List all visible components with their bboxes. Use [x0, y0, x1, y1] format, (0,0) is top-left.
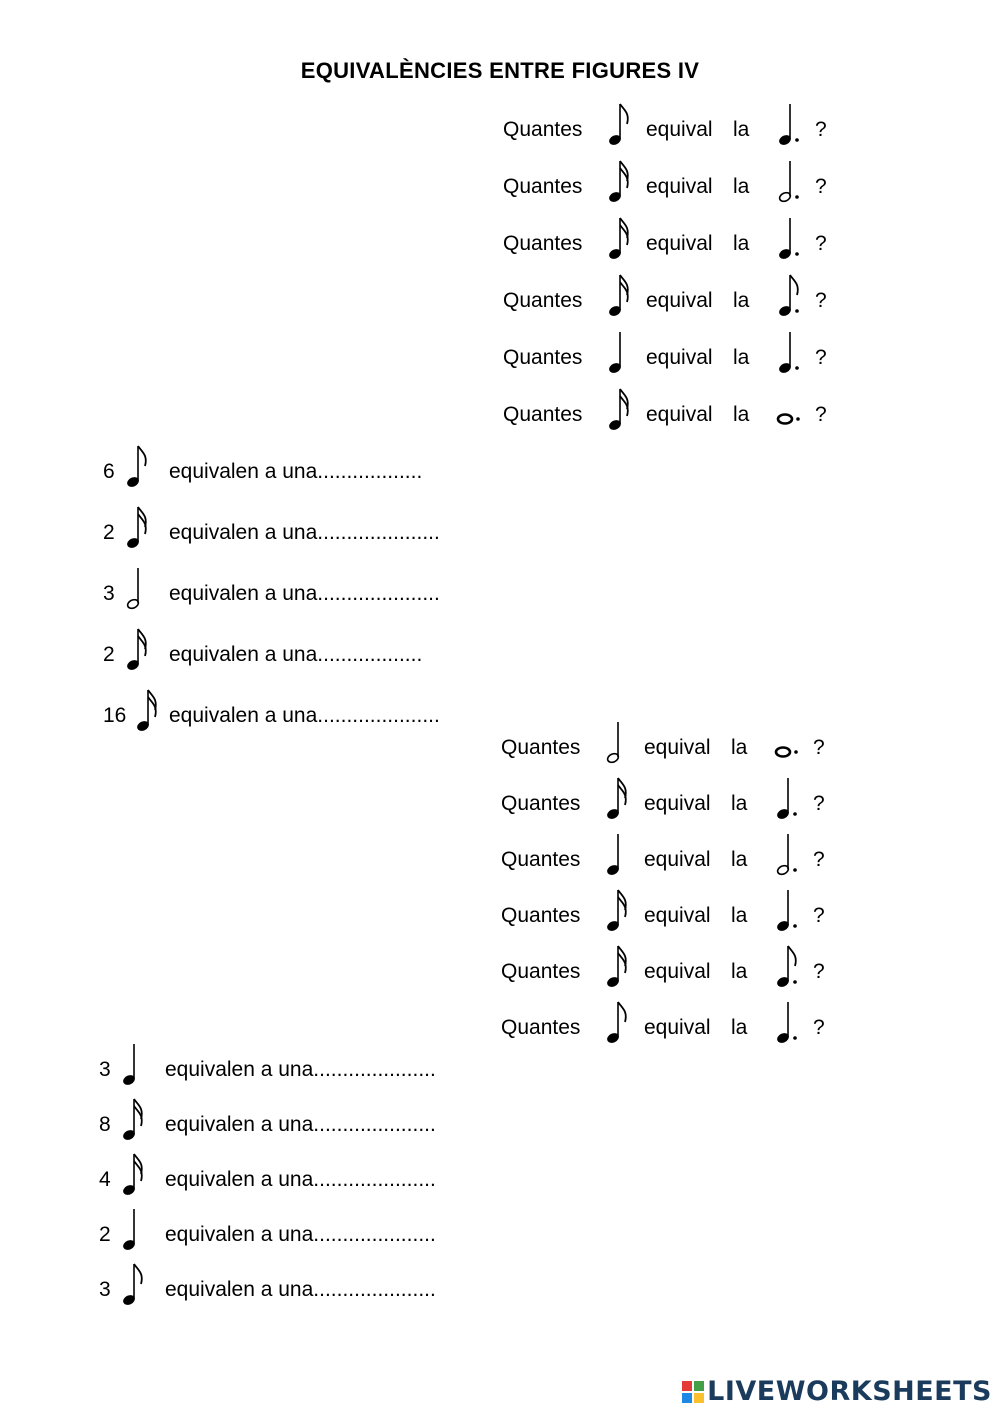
question-mark: ? [815, 175, 827, 198]
dotted-quarter-note-icon [771, 998, 811, 1048]
question-row [503, 385, 843, 435]
quarter-note-icon [117, 1205, 157, 1255]
quarter-note-icon [603, 328, 643, 378]
la-label: la [733, 175, 750, 198]
equival-label: equival [646, 118, 713, 141]
exercise-answer-line: equivalen a una..................... [169, 521, 440, 544]
exercise-answer-line: equivalen a una.................. [169, 643, 423, 666]
dotted-half-note-icon [773, 157, 813, 207]
la-label: la [731, 904, 748, 927]
exercise-row [99, 1040, 499, 1090]
quantes-label: Quantes [501, 736, 581, 759]
dotted-quarter-note-icon [771, 886, 811, 936]
dotted-quarter-note-icon [773, 100, 813, 150]
eighth-note-icon [601, 998, 641, 1048]
quarter-note-icon [601, 830, 641, 880]
sixteenth-note-icon [121, 625, 161, 675]
question-mark: ? [815, 346, 827, 369]
question-mark: ? [815, 403, 827, 426]
question-row [503, 271, 843, 321]
dotted-eighth-note-icon [771, 942, 811, 992]
exercise-answer-line: equivalen a una..................... [165, 1113, 436, 1136]
question-mark: ? [813, 848, 825, 871]
la-label: la [731, 736, 748, 759]
quarter-note-icon [117, 1040, 157, 1090]
sixteenth-note-icon [601, 774, 641, 824]
exercise-count: 16 [103, 704, 127, 727]
exercise-row [99, 1150, 499, 1200]
quantes-label: Quantes [503, 118, 583, 141]
sixteenth-note-icon [603, 385, 643, 435]
la-label: la [733, 289, 750, 312]
sixteenth-note-icon [117, 1150, 157, 1200]
exercise-count: 6 [103, 460, 115, 483]
exercise-answer-line: equivalen a una..................... [169, 704, 440, 727]
exercise-row [99, 1095, 499, 1145]
quantes-label: Quantes [501, 848, 581, 871]
la-label: la [733, 346, 750, 369]
question-row [501, 830, 841, 880]
eighth-note-icon [121, 442, 161, 492]
question-mark: ? [815, 289, 827, 312]
equival-label: equival [646, 403, 713, 426]
exercise-row [103, 625, 503, 675]
dotted-eighth-note-icon [773, 271, 813, 321]
dotted-quarter-note-icon [773, 214, 813, 264]
sixteenth-note-icon [603, 271, 643, 321]
la-label: la [731, 960, 748, 983]
exercise-count: 2 [103, 521, 115, 544]
question-mark: ? [813, 904, 825, 927]
eighth-note-icon [117, 1260, 157, 1310]
dotted-whole-note-icon [771, 718, 811, 768]
exercise-row [103, 503, 503, 553]
exercise-count: 3 [99, 1278, 111, 1301]
exercise-answer-line: equivalen a una..................... [165, 1168, 436, 1191]
la-label: la [731, 848, 748, 871]
equival-label: equival [646, 289, 713, 312]
exercise-count: 8 [99, 1113, 111, 1136]
half-note-icon [601, 718, 641, 768]
question-mark: ? [813, 792, 825, 815]
la-label: la [733, 403, 750, 426]
quantes-label: Quantes [501, 960, 581, 983]
sixteenth-note-icon [117, 1095, 157, 1145]
logo-text: LIVEWORKSHEETS [707, 1376, 992, 1407]
equival-label: equival [644, 904, 711, 927]
exercise-answer-line: equivalen a una..................... [169, 582, 440, 605]
quantes-label: Quantes [501, 904, 581, 927]
exercise-row [99, 1205, 499, 1255]
exercise-answer-line: equivalen a una.................. [169, 460, 423, 483]
question-mark: ? [815, 118, 827, 141]
exercise-count: 2 [103, 643, 115, 666]
equival-label: equival [646, 175, 713, 198]
liveworksheets-logo [682, 1376, 992, 1407]
sixteenth-note-icon [601, 942, 641, 992]
equival-label: equival [644, 792, 711, 815]
sixteenth-note-icon [603, 214, 643, 264]
dotted-quarter-note-icon [773, 328, 813, 378]
la-label: la [733, 118, 750, 141]
exercise-count: 3 [103, 582, 115, 605]
equival-label: equival [646, 346, 713, 369]
equival-label: equival [646, 232, 713, 255]
quantes-label: Quantes [501, 1016, 581, 1039]
question-row [503, 214, 843, 264]
exercise-count: 4 [99, 1168, 111, 1191]
quantes-label: Quantes [503, 346, 583, 369]
dotted-whole-note-icon [773, 385, 813, 435]
question-mark: ? [813, 1016, 825, 1039]
sixteenth-note-icon [601, 886, 641, 936]
exercise-row [103, 686, 503, 736]
equival-label: equival [644, 960, 711, 983]
question-row [503, 157, 843, 207]
quantes-label: Quantes [503, 232, 583, 255]
sixteenth-note-icon [121, 503, 161, 553]
exercise-answer-line: equivalen a una..................... [165, 1058, 436, 1081]
la-label: la [731, 792, 748, 815]
sixteenth-note-icon [131, 686, 171, 736]
eighth-note-icon [603, 100, 643, 150]
question-mark: ? [813, 960, 825, 983]
question-row [503, 100, 843, 150]
la-label: la [733, 232, 750, 255]
equival-label: equival [644, 848, 711, 871]
la-label: la [731, 1016, 748, 1039]
exercise-row [103, 442, 503, 492]
question-row [501, 886, 841, 936]
equival-label: equival [644, 1016, 711, 1039]
question-row [503, 328, 843, 378]
quantes-label: Quantes [503, 175, 583, 198]
question-row [501, 774, 841, 824]
dotted-quarter-note-icon [771, 774, 811, 824]
sixteenth-note-icon [603, 157, 643, 207]
question-row [501, 942, 841, 992]
page-title: EQUIVALÈNCIES ENTRE FIGURES IV [300, 58, 700, 83]
question-row [501, 998, 841, 1048]
exercise-answer-line: equivalen a una..................... [165, 1278, 436, 1301]
logo-mark-icon [682, 1381, 704, 1403]
exercise-row [99, 1260, 499, 1310]
equival-label: equival [644, 736, 711, 759]
half-note-icon [121, 564, 161, 614]
exercise-count: 2 [99, 1223, 111, 1246]
question-mark: ? [815, 232, 827, 255]
exercise-answer-line: equivalen a una..................... [165, 1223, 436, 1246]
exercise-count: 3 [99, 1058, 111, 1081]
quantes-label: Quantes [503, 289, 583, 312]
exercise-row [103, 564, 503, 614]
dotted-half-note-icon [771, 830, 811, 880]
quantes-label: Quantes [503, 403, 583, 426]
question-mark: ? [813, 736, 825, 759]
question-row [501, 718, 841, 768]
quantes-label: Quantes [501, 792, 581, 815]
